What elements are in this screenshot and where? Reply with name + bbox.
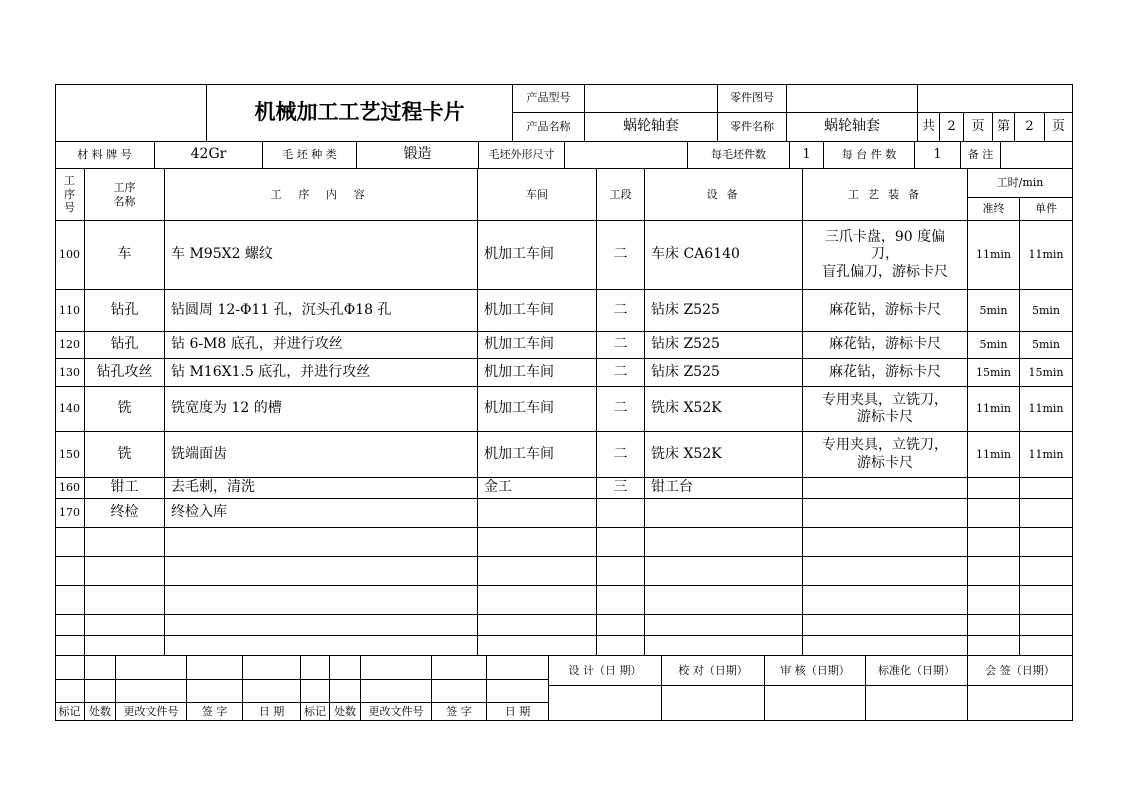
col-tooling: 工 艺 装 备 <box>803 169 968 221</box>
col-workshop: 车间 <box>478 169 597 221</box>
row-5-workshop[interactable]: 机加工车间 <box>478 387 597 432</box>
row-5-op-name: 铣 <box>85 387 165 432</box>
part-name-value[interactable]: 蜗轮轴套 <box>787 113 918 142</box>
row-8-section[interactable] <box>597 499 645 528</box>
row-1-op-no: 100 <box>55 221 85 290</box>
blank-logo-cell <box>55 84 207 142</box>
footer-review-sign[interactable] <box>765 686 866 721</box>
row-10-op-content[interactable] <box>165 557 478 586</box>
row-8-unit-time[interactable] <box>1020 499 1073 528</box>
row-1-setup-time[interactable]: 11min <box>968 221 1020 290</box>
row-9-unit-time[interactable] <box>1020 528 1073 557</box>
row-5-unit-time[interactable]: 11min <box>1020 387 1073 432</box>
row-3-tooling[interactable]: 麻花钻，游标卡尺 <box>803 332 968 359</box>
footer-cell-1-3[interactable] <box>116 656 187 680</box>
row-9-section[interactable] <box>597 528 645 557</box>
footer-cell-2-8[interactable] <box>361 680 432 703</box>
header-blank-right <box>918 84 1073 113</box>
footer-label-5: 日 期 <box>243 703 301 721</box>
row-2-unit-time[interactable]: 5min <box>1020 290 1073 332</box>
row-10-tooling[interactable] <box>803 557 968 586</box>
row-6-workshop[interactable]: 机加工车间 <box>478 432 597 478</box>
footer-cell-1-9[interactable] <box>432 656 487 680</box>
row-2-section[interactable]: 二 <box>597 290 645 332</box>
row-5-tooling[interactable]: 专用夹具，立铣刀， 游标卡尺 <box>803 387 968 432</box>
total-unit: 页 <box>964 113 993 142</box>
product-model-label: 产品型号 <box>513 84 585 113</box>
row-1-op-content[interactable]: 车 M95X2 螺纹 <box>165 221 478 290</box>
row-8-tooling[interactable] <box>803 499 968 528</box>
footer-cell-1-8[interactable] <box>361 656 432 680</box>
part-name-label: 零件名称 <box>718 113 787 142</box>
row-8-workshop[interactable] <box>478 499 597 528</box>
row-12-workshop[interactable] <box>478 615 597 636</box>
col-content: 工 序 内 容 <box>165 169 478 221</box>
row-12-op-no <box>55 615 85 636</box>
product-name-value[interactable]: 蜗轮轴套 <box>585 113 718 142</box>
per-blank-value[interactable]: 1 <box>790 142 824 169</box>
row-7-op-content[interactable]: 去毛刺，清洗 <box>165 478 478 499</box>
total-label: 共 <box>918 113 940 142</box>
footer-cell-1-7[interactable] <box>330 656 361 680</box>
material-grade-value[interactable]: 42Gr <box>155 142 263 169</box>
row-12-tooling[interactable] <box>803 615 968 636</box>
footer-cell-1-5[interactable] <box>243 656 301 680</box>
row-12-op-content[interactable] <box>165 615 478 636</box>
footer-design-sign[interactable] <box>549 686 662 721</box>
row-13-unit-time[interactable] <box>1020 636 1073 656</box>
row-9-workshop[interactable] <box>478 528 597 557</box>
row-13-op-name <box>85 636 165 656</box>
col-section: 工段 <box>597 169 645 221</box>
row-4-tooling[interactable]: 麻花钻，游标卡尺 <box>803 359 968 387</box>
row-13-section[interactable] <box>597 636 645 656</box>
footer-label-1: 标记 <box>55 703 85 721</box>
row-11-op-name <box>85 586 165 615</box>
row-4-op-name: 钻孔攻丝 <box>85 359 165 387</box>
row-13-setup-time[interactable] <box>968 636 1020 656</box>
row-9-equipment[interactable] <box>645 528 803 557</box>
row-9-tooling[interactable] <box>803 528 968 557</box>
row-12-equipment[interactable] <box>645 615 803 636</box>
row-7-equipment[interactable]: 钳工台 <box>645 478 803 499</box>
row-11-section[interactable] <box>597 586 645 615</box>
row-10-equipment[interactable] <box>645 557 803 586</box>
footer-design-label: 设 计（日 期） <box>549 656 662 686</box>
row-4-op-no: 130 <box>55 359 85 387</box>
row-6-op-content[interactable]: 铣端面齿 <box>165 432 478 478</box>
footer-cell-1-6[interactable] <box>301 656 330 680</box>
col-op-no: 工 序 号 <box>55 169 85 221</box>
footer-cell-1-10[interactable] <box>487 656 549 680</box>
row-3-section[interactable]: 二 <box>597 332 645 359</box>
row-3-workshop[interactable]: 机加工车间 <box>478 332 597 359</box>
row-10-section[interactable] <box>597 557 645 586</box>
footer-cell-2-2[interactable] <box>85 680 116 703</box>
row-9-op-name <box>85 528 165 557</box>
row-1-unit-time[interactable]: 11min <box>1020 221 1073 290</box>
row-3-setup-time[interactable]: 5min <box>968 332 1020 359</box>
footer-cell-2-10[interactable] <box>487 680 549 703</box>
product-name-label: 产品名称 <box>513 113 585 142</box>
row-13-tooling[interactable] <box>803 636 968 656</box>
row-12-op-name <box>85 615 165 636</box>
row-6-unit-time[interactable]: 11min <box>1020 432 1073 478</box>
footer-label-9: 签 字 <box>432 703 487 721</box>
row-3-op-no: 120 <box>55 332 85 359</box>
row-13-workshop[interactable] <box>478 636 597 656</box>
blank-size-label: 毛坯外形尺寸 <box>479 142 565 169</box>
total-value: 2 <box>940 113 964 142</box>
row-7-section[interactable]: 三 <box>597 478 645 499</box>
row-9-op-no <box>55 528 85 557</box>
footer-cell-2-3[interactable] <box>116 680 187 703</box>
row-11-op-content[interactable] <box>165 586 478 615</box>
row-5-section[interactable]: 二 <box>597 387 645 432</box>
footer-cell-2-9[interactable] <box>432 680 487 703</box>
row-1-workshop[interactable]: 机加工车间 <box>478 221 597 290</box>
row-12-section[interactable] <box>597 615 645 636</box>
row-4-workshop[interactable]: 机加工车间 <box>478 359 597 387</box>
process-card <box>55 84 1073 721</box>
row-5-setup-time[interactable]: 11min <box>968 387 1020 432</box>
row-12-unit-time[interactable] <box>1020 615 1073 636</box>
row-9-op-content[interactable] <box>165 528 478 557</box>
row-10-workshop[interactable] <box>478 557 597 586</box>
row-11-equipment[interactable] <box>645 586 803 615</box>
page-label: 第 <box>993 113 1015 142</box>
footer-cell-2-4[interactable] <box>187 680 243 703</box>
footer-cell-2-1[interactable] <box>55 680 85 703</box>
footer-cell-2-7[interactable] <box>330 680 361 703</box>
row-4-op-content[interactable]: 钻 M16X1.5 底孔，并进行攻丝 <box>165 359 478 387</box>
row-11-op-no <box>55 586 85 615</box>
row-2-equipment[interactable]: 钻床 Z525 <box>645 290 803 332</box>
row-7-op-no: 160 <box>55 478 85 499</box>
footer-review-label: 审 核（日期） <box>765 656 866 686</box>
product-model-value[interactable] <box>585 84 718 113</box>
remark-value[interactable] <box>1001 142 1073 169</box>
footer-check-label: 校 对（日期） <box>662 656 765 686</box>
row-6-equipment[interactable]: 铣床 X52K <box>645 432 803 478</box>
part-drawing-label: 零件图号 <box>718 84 787 113</box>
row-10-unit-time[interactable] <box>1020 557 1073 586</box>
blank-size-value[interactable] <box>565 142 688 169</box>
blank-type-value[interactable]: 锻造 <box>357 142 479 169</box>
row-10-setup-time[interactable] <box>968 557 1020 586</box>
row-13-equipment[interactable] <box>645 636 803 656</box>
footer-label-8: 更改文件号 <box>361 703 432 721</box>
footer-standard-label: 标准化（日期） <box>866 656 968 686</box>
row-9-setup-time[interactable] <box>968 528 1020 557</box>
row-1-op-name: 车 <box>85 221 165 290</box>
row-6-op-name: 铣 <box>85 432 165 478</box>
col-unit: 单件 <box>1020 198 1073 221</box>
row-7-tooling[interactable] <box>803 478 968 499</box>
row-7-setup-time[interactable] <box>968 478 1020 499</box>
footer-label-4: 签 字 <box>187 703 243 721</box>
row-4-section[interactable]: 二 <box>597 359 645 387</box>
row-6-op-no: 150 <box>55 432 85 478</box>
footer-countersign-label: 会 签（日期） <box>968 656 1073 686</box>
row-2-setup-time[interactable]: 5min <box>968 290 1020 332</box>
row-8-op-name: 终检 <box>85 499 165 528</box>
row-10-op-name <box>85 557 165 586</box>
blank-type-label: 毛 坯 种 类 <box>263 142 357 169</box>
row-1-tooling[interactable]: 三爪卡盘，90 度偏 刀， 盲孔偏刀，游标卡尺 <box>803 221 968 290</box>
row-1-equipment[interactable]: 车床 CA6140 <box>645 221 803 290</box>
footer-check-sign[interactable] <box>662 686 765 721</box>
row-13-op-no <box>55 636 85 656</box>
row-4-equipment[interactable]: 钻床 Z525 <box>645 359 803 387</box>
row-11-workshop[interactable] <box>478 586 597 615</box>
row-3-equipment[interactable]: 钻床 Z525 <box>645 332 803 359</box>
row-1-section[interactable]: 二 <box>597 221 645 290</box>
page-unit: 页 <box>1045 113 1073 142</box>
row-6-section[interactable]: 二 <box>597 432 645 478</box>
col-op-name: 工序 名称 <box>85 169 165 221</box>
row-7-workshop[interactable]: 金工 <box>478 478 597 499</box>
row-4-setup-time[interactable]: 15min <box>968 359 1020 387</box>
part-drawing-value[interactable] <box>787 84 918 113</box>
footer-label-3: 更改文件号 <box>116 703 187 721</box>
row-6-setup-time[interactable]: 11min <box>968 432 1020 478</box>
row-2-op-no: 110 <box>55 290 85 332</box>
row-10-op-no <box>55 557 85 586</box>
footer-label-10: 日 期 <box>487 703 549 721</box>
row-7-unit-time[interactable] <box>1020 478 1073 499</box>
row-12-setup-time[interactable] <box>968 615 1020 636</box>
row-11-tooling[interactable] <box>803 586 968 615</box>
row-5-op-no: 140 <box>55 387 85 432</box>
footer-cell-2-5[interactable] <box>243 680 301 703</box>
remark-label: 备 注 <box>961 142 1001 169</box>
footer-cell-1-4[interactable] <box>187 656 243 680</box>
page-value: 2 <box>1015 113 1045 142</box>
footer-standard-sign[interactable] <box>866 686 968 721</box>
row-2-op-name: 钻孔 <box>85 290 165 332</box>
material-grade-label: 材 料 牌 号 <box>55 142 155 169</box>
row-3-unit-time[interactable]: 5min <box>1020 332 1073 359</box>
card-title: 机械加工工艺过程卡片 <box>207 84 513 142</box>
row-3-op-content[interactable]: 钻 6-M8 底孔，并进行攻丝 <box>165 332 478 359</box>
col-equipment: 设 备 <box>645 169 803 221</box>
row-2-tooling[interactable]: 麻花钻，游标卡尺 <box>803 290 968 332</box>
row-5-equipment[interactable]: 铣床 X52K <box>645 387 803 432</box>
footer-label-2: 处数 <box>85 703 116 721</box>
per-unit-value[interactable]: 1 <box>915 142 961 169</box>
row-7-op-name: 钳工 <box>85 478 165 499</box>
per-unit-label: 每 台 件 数 <box>824 142 915 169</box>
row-5-op-content[interactable]: 铣宽度为 12 的槽 <box>165 387 478 432</box>
row-11-unit-time[interactable] <box>1020 586 1073 615</box>
row-4-unit-time[interactable]: 15min <box>1020 359 1073 387</box>
col-time: 工时/min <box>968 169 1073 198</box>
row-3-op-name: 钻孔 <box>85 332 165 359</box>
col-setup: 准终 <box>968 198 1020 221</box>
row-2-op-content[interactable]: 钻圆周 12-Φ11 孔，沉头孔Φ18 孔 <box>165 290 478 332</box>
footer-cell-1-1[interactable] <box>55 656 85 680</box>
row-8-equipment[interactable] <box>645 499 803 528</box>
footer-cell-2-6[interactable] <box>301 680 330 703</box>
footer-label-6: 标记 <box>301 703 330 721</box>
row-8-op-content[interactable]: 终检入库 <box>165 499 478 528</box>
footer-cell-1-2[interactable] <box>85 656 116 680</box>
row-11-setup-time[interactable] <box>968 586 1020 615</box>
footer-countersign-sign[interactable] <box>968 686 1073 721</box>
per-blank-label: 每毛坯件数 <box>688 142 790 169</box>
row-8-setup-time[interactable] <box>968 499 1020 528</box>
row-8-op-no: 170 <box>55 499 85 528</box>
row-6-tooling[interactable]: 专用夹具，立铣刀， 游标卡尺 <box>803 432 968 478</box>
row-2-workshop[interactable]: 机加工车间 <box>478 290 597 332</box>
footer-label-7: 处数 <box>330 703 361 721</box>
row-13-op-content[interactable] <box>165 636 478 656</box>
